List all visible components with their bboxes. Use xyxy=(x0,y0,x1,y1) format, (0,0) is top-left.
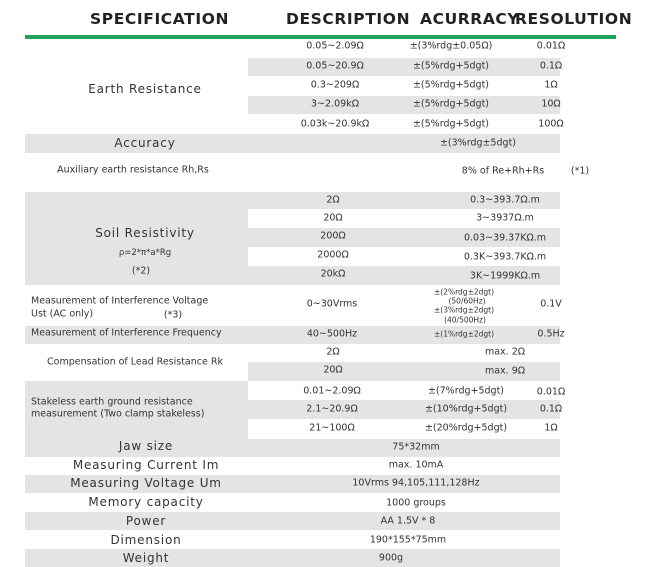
auxiliary-value: 8% of Re+Rh+Rs xyxy=(461,165,545,177)
band xyxy=(248,400,563,419)
earth-row-5-resolution: 100Ω xyxy=(538,118,564,130)
stakeless-label-line2: measurement (Two clamp stakeless) xyxy=(31,408,205,420)
earth-row-2-description: 0.05~20.9Ω xyxy=(306,60,364,72)
header-description: DESCRIPTION xyxy=(286,10,411,28)
stakeless-row-1-accuracy: ±(7%rdg+5dgt) xyxy=(427,385,505,397)
header-accuracy: ACURRACY xyxy=(420,10,520,28)
soil-row-2-value: 3~3937Ω.m xyxy=(476,212,534,224)
stakeless-row-3-accuracy: ±(20%rdg+5dgt) xyxy=(424,422,508,434)
accuracy-label: Accuracy xyxy=(114,136,176,151)
earth-row-4-resolution: 10Ω xyxy=(541,98,561,110)
interference-voltage-accuracy-4: (40/500Hz) xyxy=(444,315,486,325)
band xyxy=(25,439,560,457)
dimension-value: 190*155*75mm xyxy=(369,534,447,546)
earth-row-3-accuracy: ±(5%rdg+5dgt) xyxy=(412,79,490,91)
interference-voltage-label-line1: Measurement of Interference Voltage xyxy=(31,295,209,307)
earth-row-1-resolution: 0.01Ω xyxy=(536,40,566,52)
measuring-voltage-label: Measuring Voltage Um xyxy=(70,476,222,491)
header-resolution: RESOLUTION xyxy=(515,10,633,28)
soil-row-1-description: 2Ω xyxy=(326,194,340,206)
lead-row-2-description: 20Ω xyxy=(323,364,343,376)
stakeless-row-3-resolution: 1Ω xyxy=(544,422,558,434)
stakeless-row-3-description: 21~100Ω xyxy=(309,422,355,434)
earth-row-1-description: 0.05~2.09Ω xyxy=(306,40,364,52)
lead-row-2-value: max. 9Ω xyxy=(484,365,526,377)
interference-voltage-resolution: 0.1V xyxy=(540,298,562,310)
soil-row-4-value: 0.3K~393.7KΩ.m xyxy=(463,251,547,263)
memory-capacity-label: Memory capacity xyxy=(88,495,204,510)
lead-row-1-value: max. 2Ω xyxy=(484,346,526,358)
soil-label: Soil Resistivity xyxy=(95,226,195,241)
measuring-current-value: max. 10mA xyxy=(388,459,444,471)
interference-voltage-description: 0~30Vrms xyxy=(306,298,358,310)
jaw-size-value: 75*32mm xyxy=(392,441,440,453)
soil-row-4-description: 2000Ω xyxy=(317,249,349,261)
power-value: AA 1.5V * 8 xyxy=(380,515,436,527)
lead-row-1-description: 2Ω xyxy=(326,346,340,358)
memory-capacity-value: 1000 groups xyxy=(386,497,446,509)
stakeless-row-2-resolution: 0.1Ω xyxy=(539,403,563,415)
stakeless-row-2-description: 2.1~20.9Ω xyxy=(306,403,358,415)
interference-voltage-accuracy-2: (50/60Hz) xyxy=(448,296,486,306)
weight-label: Weight xyxy=(122,551,170,566)
band xyxy=(248,58,563,76)
soil-row-2-description: 20Ω xyxy=(323,212,343,224)
stakeless-row-1-resolution: 0.01Ω xyxy=(536,386,566,398)
soil-row-3-description: 200Ω xyxy=(320,230,346,242)
interference-frequency-description: 40~500Hz xyxy=(306,328,358,340)
interference-frequency-resolution: 0.5Hz xyxy=(537,328,565,340)
interference-voltage-accuracy-1: ±(2%rdg±2dgt) xyxy=(433,287,495,297)
soil-formula: ρ=2*π*a*Rg xyxy=(118,248,172,259)
earth-row-5-description: 0.03k~20.9kΩ xyxy=(300,118,370,130)
stakeless-label-line1: Stakeless earth ground resistance xyxy=(31,396,193,408)
power-label: Power xyxy=(125,514,167,529)
soil-row-3-value: 0.03~39.37KΩ.m xyxy=(463,232,547,244)
soil-row-1-value: 0.3~393.7Ω.m xyxy=(470,194,540,206)
measuring-current-label: Measuring Current Im xyxy=(72,458,220,473)
soil-row-5-description: 20kΩ xyxy=(320,268,346,280)
stakeless-row-2-accuracy: ±(10%rdg+5dgt) xyxy=(424,403,508,415)
earth-row-5-accuracy: ±(5%rdg+5dgt) xyxy=(412,118,490,130)
earth-row-4-accuracy: ±(5%rdg+5dgt) xyxy=(412,98,490,110)
header-specification: SPECIFICATION xyxy=(90,10,230,28)
measuring-voltage-value: 10Vrms 94,105,111,128Hz xyxy=(352,477,480,489)
band xyxy=(248,96,560,114)
auxiliary-note: (*1) xyxy=(570,165,590,177)
weight-value: 900g xyxy=(378,552,404,564)
band xyxy=(25,512,560,530)
earth-row-3-resolution: 1Ω xyxy=(544,79,558,91)
interference-frequency-accuracy: ±(1%rdg±2dgt) xyxy=(433,329,495,339)
accuracy-value: ±(3%rdg±5dgt) xyxy=(439,137,517,149)
interference-frequency-label: Measurement of Interference Frequency xyxy=(31,327,222,339)
earth-row-4-description: 3~2.09kΩ xyxy=(311,98,359,110)
stakeless-row-1-description: 0.01~2.09Ω xyxy=(303,385,361,397)
earth-row-1-accuracy: ±(3%rdg±0.05Ω) xyxy=(409,40,493,52)
dimension-label: Dimension xyxy=(110,533,182,548)
earth-row-2-accuracy: ±(5%rdg+5dgt) xyxy=(412,60,490,72)
interference-voltage-accuracy-3: ±(3%rdg±2dgt) xyxy=(433,305,495,315)
interference-voltage-note: (*3) xyxy=(163,309,183,321)
auxiliary-label: Auxiliary earth resistance Rh,Rs xyxy=(57,164,209,176)
band xyxy=(25,549,560,567)
earth-row-3-description: 0.3~209Ω xyxy=(310,79,360,91)
lead-compensation-label: Compensation of Lead Resistance Rk xyxy=(47,356,223,368)
soil-note: (*2) xyxy=(131,265,151,277)
earth-row-2-resolution: 0.1Ω xyxy=(539,60,563,72)
jaw-size-label: Jaw size xyxy=(118,439,174,454)
interference-voltage-label-line2: Ust (AC only) xyxy=(31,308,94,320)
header-divider xyxy=(25,35,616,39)
earth-resistance-label: Earth Resistance xyxy=(88,82,202,97)
soil-row-5-value: 3K~1999KΩ.m xyxy=(469,270,541,282)
